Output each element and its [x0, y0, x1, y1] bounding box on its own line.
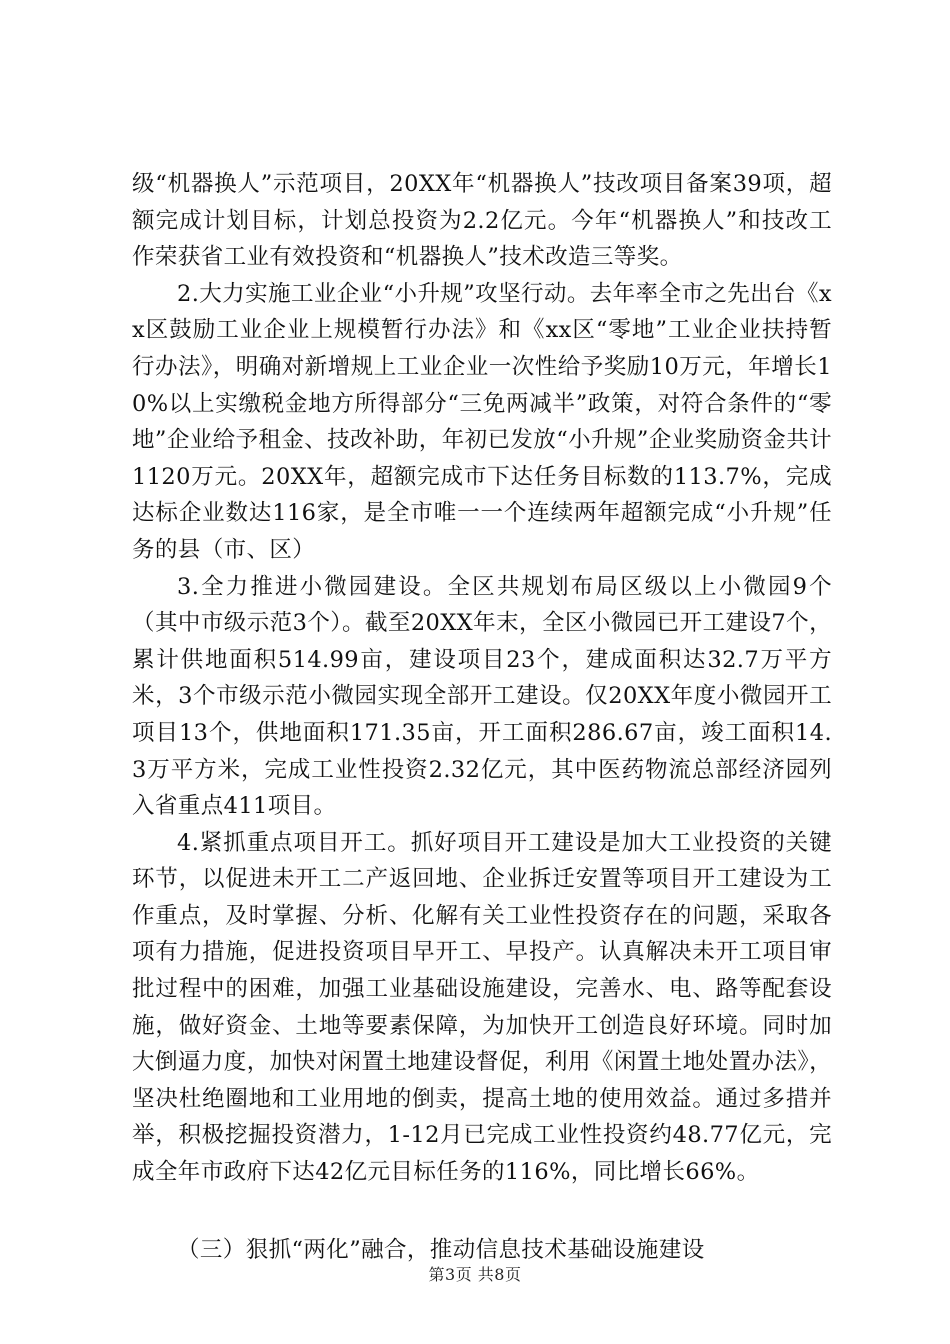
- page-number-footer: 第3页 共8页: [428, 1265, 522, 1284]
- document-body: [132, 166, 832, 1191]
- paragraph-continuation: 级“机器换人”示范项目，20XX年“机器换人”技改项目备案39项，超额完成计划目标，计划总投资为2.2亿元。今年“机器换人”和技改工作荣获省工业有效投资和“机器换人”技术改造三等奖。: [132, 171, 832, 271]
- paragraph-item-3: 3.全力推进小微园建设。全区共规划布局区级以上小微园9个（其中市级示范3个）。截至20XX年末，全区小微园已开工建设7个，累计供地面积514.99亩，建设项目23个，建成面积达32.7万平方米，3个市级示范小微园实现全部开工建设。仅20XX年度小微园开工项目13个，供地面积171.35亩，开工面积286.67亩，竣工面积14.3万平方米，完成工业性投资2.32亿元，其中医药物流总部经济园列入省重点411项目。: [132, 573, 832, 820]
- paragraph-item-4: 4.紧抓重点项目开工。抓好项目开工建设是加大工业投资的关键环节，以促进未开工二产返回地、企业拆迁安置等项目开工建设为工作重点，及时掌握、分析、化解有关工业性投资存在的问题，采取各项有力措施，促进投资项目早开工、早投产。认真解决未开工项目审批过程中的困难，加强工业基础设施建设，完善水、电、路等配套设施，做好资金、土地等要素保障，为加快开工创造良好环境。同时加大倒逼力度，加快对闲置土地建设督促，利用《闲置土地处置办法》，坚决杜绝圈地和工业用地的倒卖，提高土地的使用效益。通过多措并举，积极挖掘投资潜力，1-12月已完成工业性投资约48.77亿元，完成全年市政府下达42亿元目标任务的116%，同比增长66%。: [132, 829, 832, 1186]
- paragraph-item-2: 2.大力实施工业企业“小升规”攻坚行动。去年率全市之先出台《xx区鼓励工业企业上规模暂行办法》和《xx区“零地”工业企业扶持暂行办法》，明确对新增规上工业企业一次性给予奖励10万元，年增长10%以上实缴税金地方所得部分“三免两减半”政策，对符合条件的“零地”企业给予租金、技改补助，年初已发放“小升规”企业奖励资金共计1120万元。20XX年，超额完成市下达任务目标数的113.7%，完成达标企业数达116家，是全市唯一一个连续两年超额完成“小升规”任务的县（市、区）: [132, 280, 832, 563]
- section-heading: （三）狠抓“两化”融合，推动信息技术基础设施建设: [177, 1237, 705, 1263]
